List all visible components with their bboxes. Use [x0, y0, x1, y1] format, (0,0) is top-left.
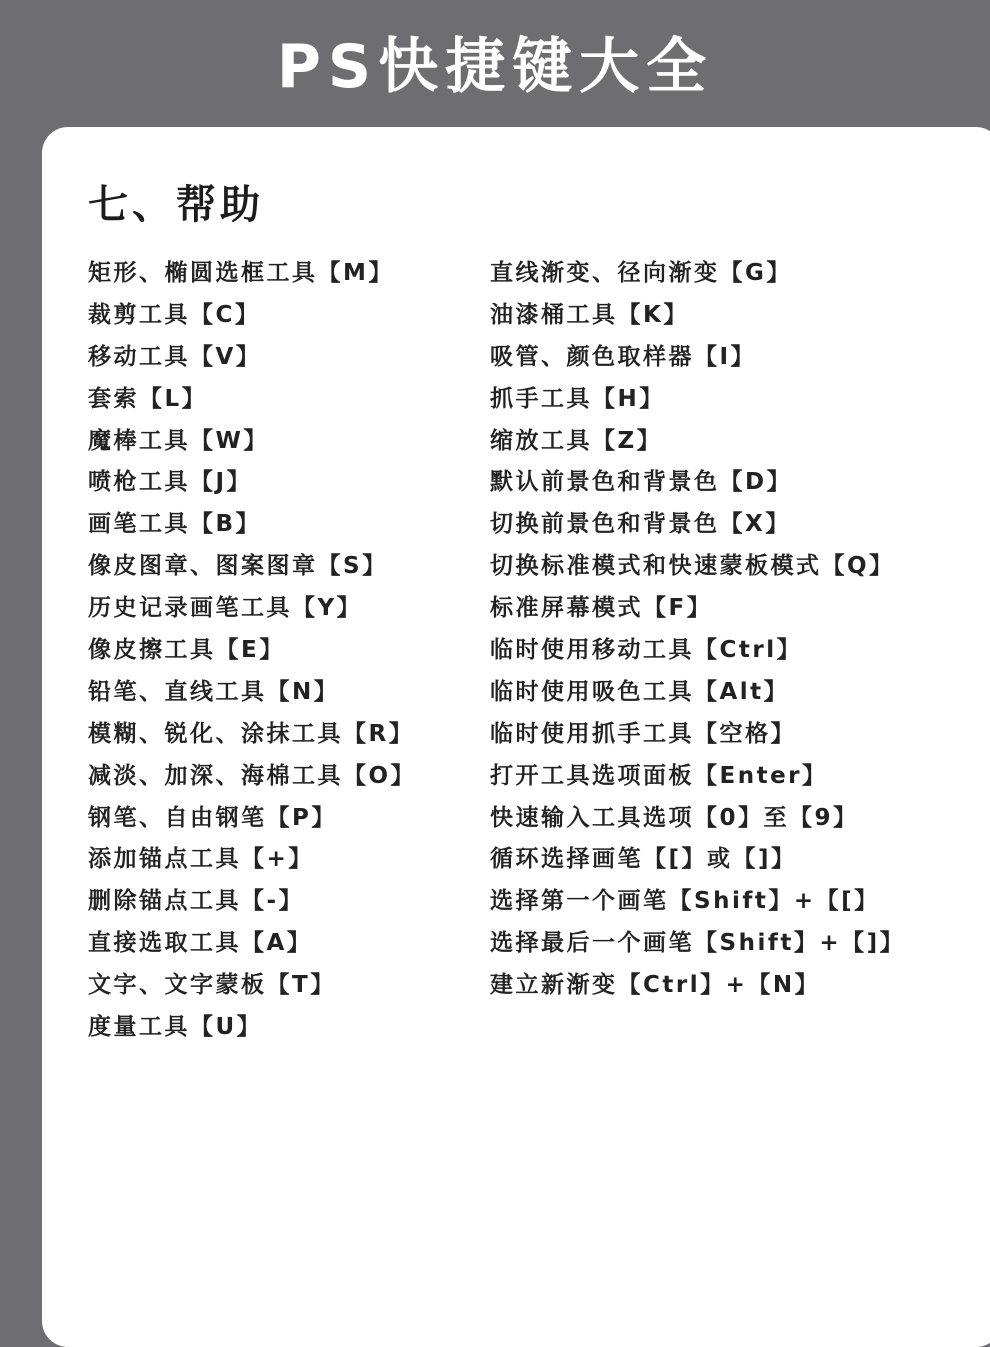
shortcut-item: 选择最后一个画笔【Shift】+【]】	[490, 930, 906, 957]
shortcut-item: 临时使用移动工具【Ctrl】	[490, 637, 803, 664]
shortcut-item: 画笔工具【B】	[88, 511, 262, 538]
shortcut-item: 选择第一个画笔【Shift】+【[】	[490, 888, 880, 915]
shortcut-item: 默认前景色和背景色【D】	[490, 469, 793, 496]
shortcut-item: 油漆桶工具【K】	[490, 301, 689, 328]
shortcut-item: 文字、文字蒙板【T】	[88, 972, 336, 999]
page-title: PS快捷键大全	[276, 32, 714, 102]
shortcut-item: 吸管、颜色取样器【I】	[490, 343, 757, 370]
shortcut-item: 缩放工具【Z】	[490, 427, 663, 454]
shortcut-list-right	[490, 253, 960, 1007]
shortcut-item: 模糊、锐化、涂抹工具【R】	[88, 720, 415, 747]
shortcut-item: 抓手工具【H】	[490, 385, 665, 412]
shortcut-item: 像皮擦工具【E】	[88, 637, 285, 664]
shortcut-item: 矩形、椭圆选框工具【M】	[88, 260, 394, 286]
shortcut-item: 减淡、加深、海棉工具【O】	[88, 762, 417, 789]
shortcut-item: 移动工具【V】	[88, 343, 262, 370]
shortcut-item: 历史记录画笔工具【Y】	[88, 595, 363, 622]
shortcut-item: 铅笔、直线工具【N】	[88, 678, 340, 705]
section-heading: 七、帮助	[88, 182, 264, 228]
shortcut-item: 套索【L】	[88, 385, 208, 412]
shortcut-item: 切换前景色和背景色【X】	[490, 511, 791, 538]
shortcut-item: 魔棒工具【W】	[88, 427, 269, 454]
shortcut-item: 像皮图章、图案图章【S】	[88, 553, 388, 580]
shortcut-item: 临时使用吸色工具【Alt】	[490, 678, 790, 705]
shortcut-item: 直线渐变、径向渐变【G】	[490, 260, 792, 286]
shortcut-item: 钢笔、自由钢笔【P】	[88, 804, 337, 831]
shortcut-item: 度量工具【U】	[88, 1014, 263, 1041]
shortcut-item: 切换标准模式和快速蒙板模式【Q】	[490, 553, 895, 580]
shortcut-item: 标准屏幕模式【F】	[490, 595, 713, 622]
shortcut-item: 打开工具选项面板【Enter】	[490, 762, 828, 789]
shortcut-item: 裁剪工具【C】	[88, 301, 261, 328]
shortcut-item: 建立新渐变【Ctrl】+【N】	[490, 972, 821, 999]
shortcut-item: 快速输入工具选项【0】至【9】	[490, 804, 859, 831]
shortcut-item: 循环选择画笔【[】或【]】	[490, 846, 797, 873]
shortcut-list-left	[88, 253, 478, 1049]
shortcut-item: 删除锚点工具【-】	[88, 888, 305, 915]
shortcut-item: 临时使用抓手工具【空格】	[490, 720, 796, 747]
shortcut-item: 直接选取工具【A】	[88, 930, 313, 957]
shortcut-item: 添加锚点工具【+】	[88, 846, 314, 873]
shortcut-item: 喷枪工具【J】	[88, 469, 253, 496]
